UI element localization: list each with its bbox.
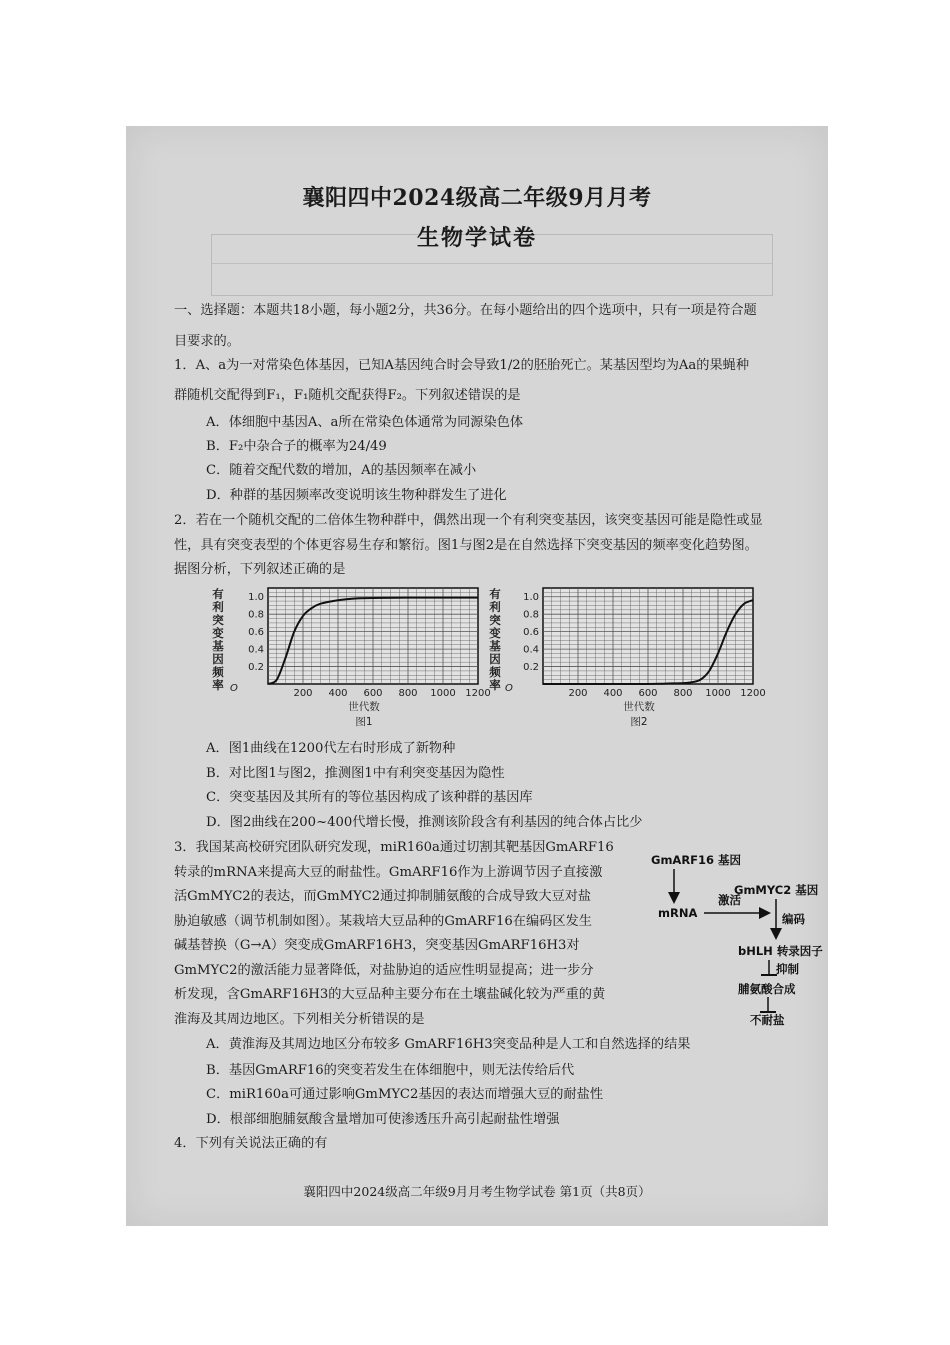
q3-stem-line4: 胁迫敏感（调节机制如图）。某栽培大豆品种的GmARF16在编码区发生 bbox=[174, 914, 592, 929]
chart-x-tick-label: 400 bbox=[603, 688, 623, 699]
chart1-xlabel: 世代数 bbox=[348, 701, 380, 713]
q3-option-a: A．黄淮海及其周边地区分布较多 GmARF16H3突变品种是人工和自然选择的结果 bbox=[206, 1037, 691, 1052]
q3-option-b: B．基因GmARF16的突变若发生在体细胞中，则无法传给后代 bbox=[206, 1063, 575, 1078]
chart1 bbox=[226, 584, 491, 733]
q1-option-d: D．种群的基因频率改变说明该生物种群发生了进化 bbox=[206, 488, 507, 503]
section-instruction-line1: 一、选择题：本题共18小题，每小题2分，共36分。在每小题给出的四个选项中，只有一项是符合题 bbox=[174, 303, 757, 318]
q2-option-b: B．对比图1与图2，推测图1中有利突变基因为隐性 bbox=[206, 766, 505, 781]
chart-y-tick-label: 0.8 bbox=[248, 609, 264, 621]
chart1-grid bbox=[268, 588, 478, 684]
q1-option-a: A．体细胞中基因A、a所在常染色体通常为同源染色体 bbox=[206, 415, 524, 430]
chart-x-tick-label: 1200 bbox=[465, 688, 491, 699]
chart-y-tick-label: 1.0 bbox=[248, 592, 264, 604]
chart-y-tick-label: 0.6 bbox=[248, 627, 264, 639]
diagram-gene-gmarf16: GmARF16 基因 bbox=[651, 853, 742, 867]
chart-x-tick-label: 800 bbox=[398, 688, 418, 699]
q3-stem-line2: 转录的mRNA来提高大豆的耐盐性。GmARF16作为上游调节因子直接激 bbox=[174, 865, 603, 880]
diagram-encode-label: 编码 bbox=[782, 912, 805, 926]
chart1-caption: 图1 bbox=[355, 716, 373, 728]
diagram-inhibit-label: 抑制 bbox=[776, 962, 799, 976]
diagram-mrna: mRNA bbox=[658, 906, 698, 920]
diagram-result: 不耐盐 bbox=[750, 1013, 785, 1026]
diagram-activate-label: 激活 bbox=[718, 893, 741, 907]
chart-x-tick-label: 800 bbox=[673, 688, 693, 699]
q2-option-c: C．突变基因及其所有的等位基因构成了该种群的基因库 bbox=[206, 790, 533, 805]
chart-x-tick-label: 200 bbox=[293, 688, 313, 699]
q2-stem-line1: 2．若在一个随机交配的二倍体生物种群中，偶然出现一个有利突变基因，该突变基因可能是隐性或显 bbox=[174, 513, 763, 528]
q3-stem-line6: GmMYC2的激活能力显著降低，对盐胁迫的适应性明显提高；进一步分 bbox=[174, 963, 594, 978]
chart-x-tick-label: 1200 bbox=[740, 688, 766, 699]
chart2-svg bbox=[501, 584, 766, 729]
exam-subtitle: 生物学试卷 bbox=[416, 225, 537, 251]
chart2-xlabel: 世代数 bbox=[623, 701, 655, 713]
chart-y-tick-label: 0.2 bbox=[523, 662, 539, 674]
chart-y-tick-label: 0.6 bbox=[523, 627, 539, 639]
q2-option-d: D．图2曲线在200~400代增长慢，推测该阶段含有利基因的纯合体占比少 bbox=[206, 815, 643, 830]
q3-option-d: D．根部细胞脯氨酸含量增加可使渗透压升高引起耐盐性增强 bbox=[206, 1112, 560, 1127]
chart-y-tick-label: 0.4 bbox=[523, 644, 539, 656]
exam-title: 襄阳四中2024级高二年级9月月考 bbox=[302, 185, 652, 211]
chart2 bbox=[501, 584, 766, 733]
chart-y-tick-label: 0.2 bbox=[248, 662, 264, 674]
chart2-ylabel: 有利突变基因频率 bbox=[489, 587, 501, 692]
q1-stem-line2: 群随机交配得到F₁，F₁随机交配获得F₂。下列叙述错误的是 bbox=[174, 388, 521, 403]
q4-stem: 4．下列有关说法正确的有 bbox=[174, 1136, 328, 1151]
q1-option-c: C．随着交配代数的增加，A的基因频率在减小 bbox=[206, 463, 477, 478]
q1-option-b: B．F₂中杂合子的概率为24/49 bbox=[206, 439, 387, 454]
q1-stem-line1: 1．A、a为一对常染色体基因，已知A基因纯合时会导致1/2的胚胎死亡。某基因型均为Aa的果蝇种 bbox=[174, 358, 750, 373]
chart1-ylabel: 有利突变基因频率 bbox=[212, 587, 224, 692]
chart2-grid bbox=[543, 588, 753, 684]
chart-x-tick-label: 1000 bbox=[705, 688, 731, 699]
q2-option-a: A．图1曲线在1200代左右时形成了新物种 bbox=[206, 741, 456, 756]
chart1-origin: O bbox=[230, 683, 238, 694]
chart-x-tick-label: 200 bbox=[568, 688, 588, 699]
chart1-svg bbox=[226, 584, 491, 729]
page-footer: 襄阳四中2024级高二年级9月月考生物学试卷 第1页（共8页） bbox=[303, 1184, 651, 1199]
chart-y-tick-label: 0.4 bbox=[248, 644, 264, 656]
q3-stem-line7: 析发现，含GmARF16H3的大豆品种主要分布在土壤盐碱化较为严重的黄 bbox=[174, 987, 606, 1002]
diagram-proline: 脯氨酸合成 bbox=[738, 982, 796, 996]
chart-y-tick-label: 1.0 bbox=[523, 592, 539, 604]
chart2-caption: 图2 bbox=[630, 716, 648, 728]
chart-x-tick-label: 600 bbox=[638, 688, 658, 699]
exam-page bbox=[126, 126, 828, 1226]
regulation-diagram bbox=[646, 851, 831, 1026]
chart-x-tick-label: 600 bbox=[363, 688, 383, 699]
q3-option-c: C．miR160a可通过影响GmMYC2基因的表达而增强大豆的耐盐性 bbox=[206, 1087, 604, 1102]
chart-y-tick-label: 0.8 bbox=[523, 609, 539, 621]
section-instruction-line2: 目要求的。 bbox=[174, 334, 240, 349]
chart2-origin: O bbox=[505, 683, 513, 694]
chart-x-tick-label: 1000 bbox=[430, 688, 456, 699]
chart-x-tick-label: 400 bbox=[328, 688, 348, 699]
q3-stem-line1: 3．我国某高校研究团队研究发现，miR160a通过切割其靶基因GmARF16 bbox=[174, 840, 614, 855]
q2-stem-line3: 据图分析，下列叙述正确的是 bbox=[174, 562, 346, 577]
q2-stem-line2: 性，具有突变表型的个体更容易生存和繁衍。图1与图2是在自然选择下突变基因的频率变化趋势图。 bbox=[174, 538, 758, 553]
q3-stem-line8: 淮海及其周边地区。下列相关分析错误的是 bbox=[174, 1012, 425, 1027]
diagram-gene-gmmyc2: GmMYC2 基因 bbox=[734, 883, 819, 897]
q3-stem-line3: 活GmMYC2的表达，而GmMYC2通过抑制脯氨酸的合成导致大豆对盐 bbox=[174, 889, 592, 904]
q3-stem-line5: 碱基替换（G→A）突变成GmARF16H3，突变基因GmARF16H3对 bbox=[174, 938, 580, 953]
diagram-bhlh: bHLH 转录因子 bbox=[738, 944, 823, 958]
